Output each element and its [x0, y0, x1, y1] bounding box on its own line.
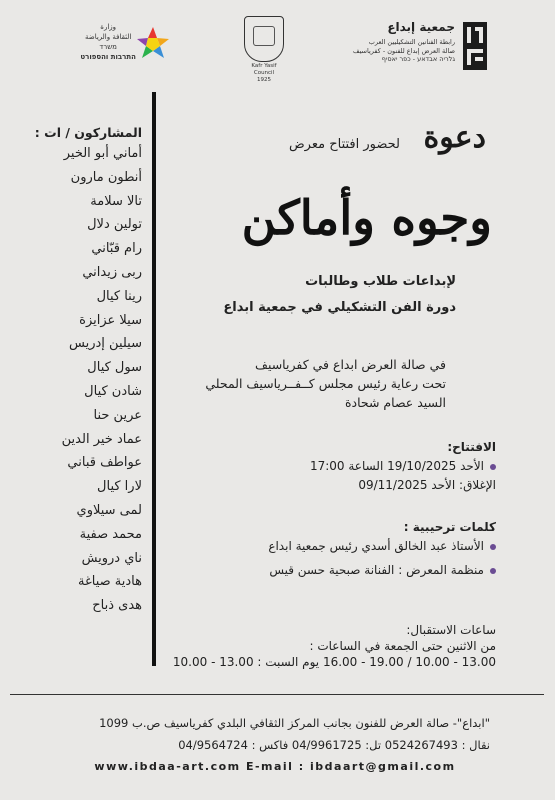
exhibition-title: وجوه وأماكن	[241, 191, 492, 246]
footer-divider	[10, 694, 544, 695]
participant-name: عرين حنا	[93, 407, 142, 423]
venue-line: تحت رعاية رئيس مجلس كــفــرياسيف المحلي	[205, 376, 446, 391]
invitation-subtitle: لحضور افتتاح معرض	[288, 137, 400, 152]
venue-line: السيد عصام شحادة	[344, 395, 446, 410]
council-caption: Kafr Yasif Council 1925	[251, 63, 277, 83]
local-council-emblem	[242, 16, 286, 83]
participants-list	[30, 125, 142, 618]
participant-name: رام قبّاني	[91, 241, 142, 257]
participant-name: لمى سيلاوي	[76, 502, 142, 518]
ibdaa-name: جمعية إبداع	[387, 20, 455, 34]
participant-name: عواطف قباني	[67, 455, 142, 471]
participants-heading: المشاركون / ات :	[34, 125, 142, 140]
participant-name: سيلا عزايزة	[79, 312, 142, 328]
participant-name: ربى زيداني	[82, 264, 142, 280]
ministry-text: وزارة الثقافة والرياضة משרד התרבות והספורט	[80, 23, 136, 61]
footer	[60, 712, 490, 778]
venue-line: في صالة العرض ابداع في كفرياسيف	[255, 357, 446, 372]
opening-block	[166, 440, 496, 495]
participant-name: لارا كيال	[97, 479, 142, 495]
closing-date: الإغلاق: الأحد 09/11/2025	[358, 478, 496, 492]
star-icon	[136, 26, 170, 60]
ibdaa-subtitle: رابطة الفنانين التشكيليين العرب صالة العرض إبداع للفنون - كفرياسيف גלריה אבדאע - כפר יאסיף	[352, 38, 455, 63]
participant-name: رينا كيال	[96, 288, 142, 304]
speeches-label: كلمات ترحيبية :	[403, 520, 496, 534]
hours-times: 13.00 - 10.00 / 19.00 - 16.00 يوم السبت : 13.00 - 10.00	[172, 655, 496, 669]
bullet-icon	[490, 464, 496, 470]
speaker-row: الأستاذ عبد الخالق أسدي رئيس جمعية ابداع	[166, 534, 496, 558]
participant-name: تالا سلامة	[90, 193, 142, 209]
footer-address: "ابداع"- صالة العرض للفنون بجانب المركز الثقافي البلدي كفرياسيف ص.ب 1099	[99, 716, 490, 730]
participant-name: أماني أبو الخير	[63, 146, 142, 161]
participant-name: ناي درويش	[81, 550, 142, 566]
speaker-row: منظمة المعرض : الفنانة صبحية حسن قيس	[166, 558, 496, 582]
vertical-divider	[152, 92, 156, 666]
header	[0, 0, 555, 88]
ibdaa-logo	[297, 22, 487, 74]
bullet-icon	[490, 544, 496, 550]
course-line: دورة الفن التشكيلي في جمعية ابداع	[223, 300, 456, 315]
opening-label: الافتتاح:	[447, 440, 496, 454]
participant-name: محمد صفية	[79, 526, 142, 542]
bullet-icon	[490, 568, 496, 574]
invitation-title	[156, 120, 486, 160]
reception-hours	[166, 622, 496, 670]
participant-name: هدى ذباح	[92, 598, 142, 614]
participant-name: شادن كيال	[84, 383, 142, 399]
opening-date: الأحد 19/10/2025 الساعة 17:00	[166, 457, 496, 476]
hours-weekdays: من الاثنين حتى الجمعة في الساعات :	[309, 639, 496, 653]
participant-name: تولين دلال	[87, 217, 142, 233]
participant-name: عماد خير الدين	[61, 431, 142, 447]
speeches-block	[166, 520, 496, 582]
participant-name: هادية صياغة	[77, 574, 142, 590]
participant-name: سول كيال	[87, 360, 142, 376]
participant-name: أنطون مارون	[70, 169, 142, 185]
invitation-word: دعوة	[423, 120, 486, 155]
students-line: لإبداعات طلاب وطالبات	[305, 274, 456, 289]
footer-phones: نقال : 0524267493 تل: 04/9961725 فاكس : 04/9564724	[178, 738, 490, 752]
hours-label: ساعات الاستقبال:	[406, 623, 496, 637]
participant-name: سيلين إدريس	[69, 336, 142, 352]
footer-web-email[interactable]: www.ibdaa-art.com E-mail : ibdaart@gmail.com	[94, 760, 456, 773]
venue-block	[205, 355, 446, 412]
ministry-logo	[66, 22, 176, 72]
ibdaa-mark-icon	[463, 22, 487, 70]
